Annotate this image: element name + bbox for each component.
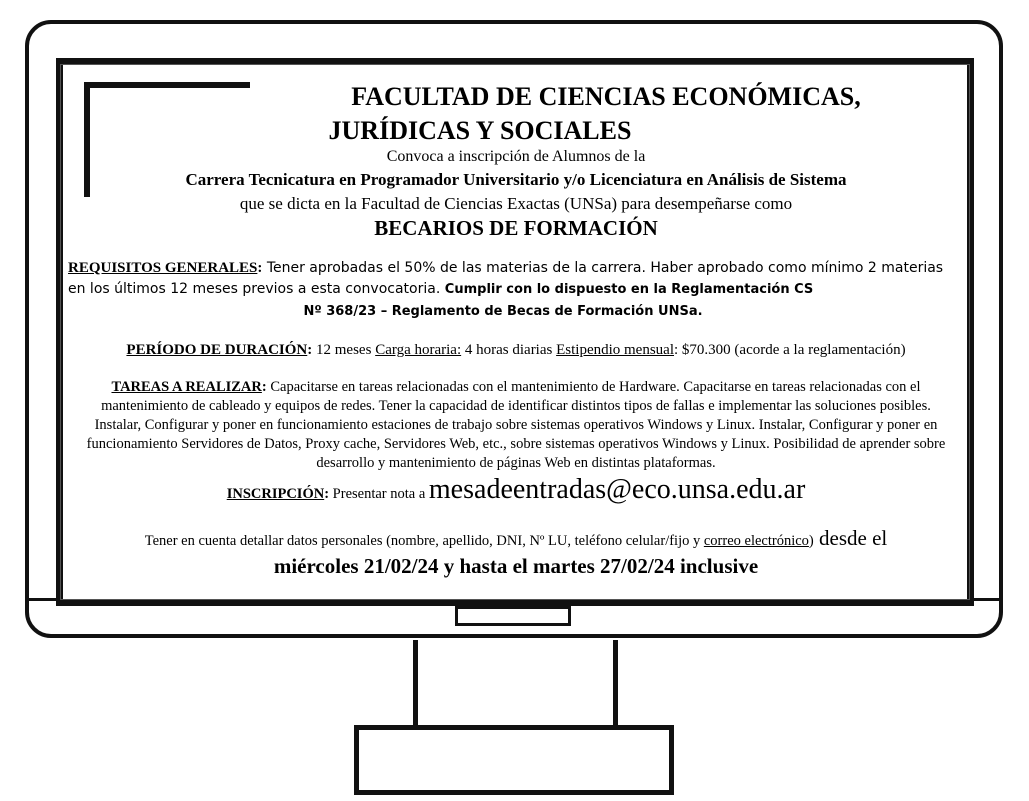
- carga-value: 4 horas diarias: [461, 342, 557, 358]
- monitor-power-slot: [455, 606, 571, 626]
- requisitos-text: Tener aprobadas el 50% de las materias de la carrera. Haber aprobado como mínimo 2 materias en los últimos 12 meses previos a esta convocatoria.: [68, 260, 944, 297]
- title-line-2: JURÍDICAS Y SOCIALES: [328, 116, 632, 145]
- datos-paragraph: [68, 526, 964, 551]
- periodo-value: 12 meses: [312, 342, 376, 358]
- estipendio-value: : $70.300 (acorde a la reglamentación): [674, 342, 906, 358]
- carrera-text: Carrera Tecnicatura en Programador Universitario y/o Licenciatura en Análisis de Sistema: [185, 170, 847, 189]
- dicta-text: que se dicta en la Facultad de Ciencias Exactas (UNSa) para desempeñarse como: [239, 194, 793, 213]
- tareas-colon: :: [261, 379, 267, 395]
- tareas-text: Capacitarse en tareas relacionadas con el mantenimiento de Hardware. Capacitarse en tareas relacionadas con el mantenimiento de cableado y equipos de redes. Tener la capacidad de identificar distintos tipos de fallas e implementar las soluciones posibles. Instalar, Configurar y poner en funcionamiento estaciones de trabajo sobre sistemas operativos Windows y Linux. Instalar, Configurar y poner en funcionamiento Servidores de Datos, Proxy cache, Servidores Web, etc., sobre sistemas operativos Windows y Linux. Posibilidad de aprender sobre desarrollo y mantenimiento de páginas Web en distintas plataformas.: [86, 379, 946, 471]
- requisitos-paragraph: [68, 258, 948, 300]
- becarios-heading: BECARIOS DE FORMACIÓN: [374, 216, 658, 240]
- periodo-colon: :: [307, 342, 313, 358]
- inscripcion-email[interactable]: mesadeentradas@eco.unsa.edu.ar: [428, 474, 806, 505]
- tareas-paragraph: [78, 378, 954, 473]
- estipendio-label: Estipendio mensual: [556, 342, 675, 358]
- desde-text: desde el: [813, 526, 888, 550]
- convoca-text: Convoca a inscripción de Alumnos de la: [386, 148, 646, 165]
- requisitos-label: REQUISITOS GENERALES: [68, 260, 258, 276]
- requisitos-bold-text: Cumplir con lo dispuesto en la Reglamentación CS: [440, 282, 814, 297]
- correo-electronico: correo electrónico: [703, 533, 809, 549]
- requisitos-reglamento: Nº 368/23 – Reglamento de Becas de Formación UNSa.: [303, 304, 703, 319]
- fechas-text: miércoles 21/02/24 y hasta el martes 27/02/24 inclusive: [273, 554, 759, 578]
- periodo-label: PERÍODO DE DURACIÓN: [126, 342, 308, 358]
- title-line-1: FACULTAD DE CIENCIAS ECONÓMICAS,: [351, 82, 861, 111]
- inscripcion-text: Presentar nota a: [329, 486, 429, 502]
- requisitos-colon: :: [257, 260, 263, 276]
- carga-label: Carga horaria:: [375, 342, 462, 358]
- inscripcion-paragraph: [68, 474, 964, 506]
- periodo-paragraph: [68, 342, 964, 359]
- tareas-label: TAREAS A REALIZAR: [111, 379, 262, 395]
- inscripcion-colon: :: [324, 486, 330, 502]
- monitor-stand-neck: [413, 640, 618, 730]
- datos-text: Tener en cuenta detallar datos personales (nombre, apellido, DNI, Nº LU, teléfono celular/fijo y: [144, 533, 704, 549]
- monitor-stand-base: [354, 725, 674, 795]
- inscripcion-label: INSCRIPCIÓN: [226, 486, 325, 502]
- datos-close: ): [808, 533, 814, 549]
